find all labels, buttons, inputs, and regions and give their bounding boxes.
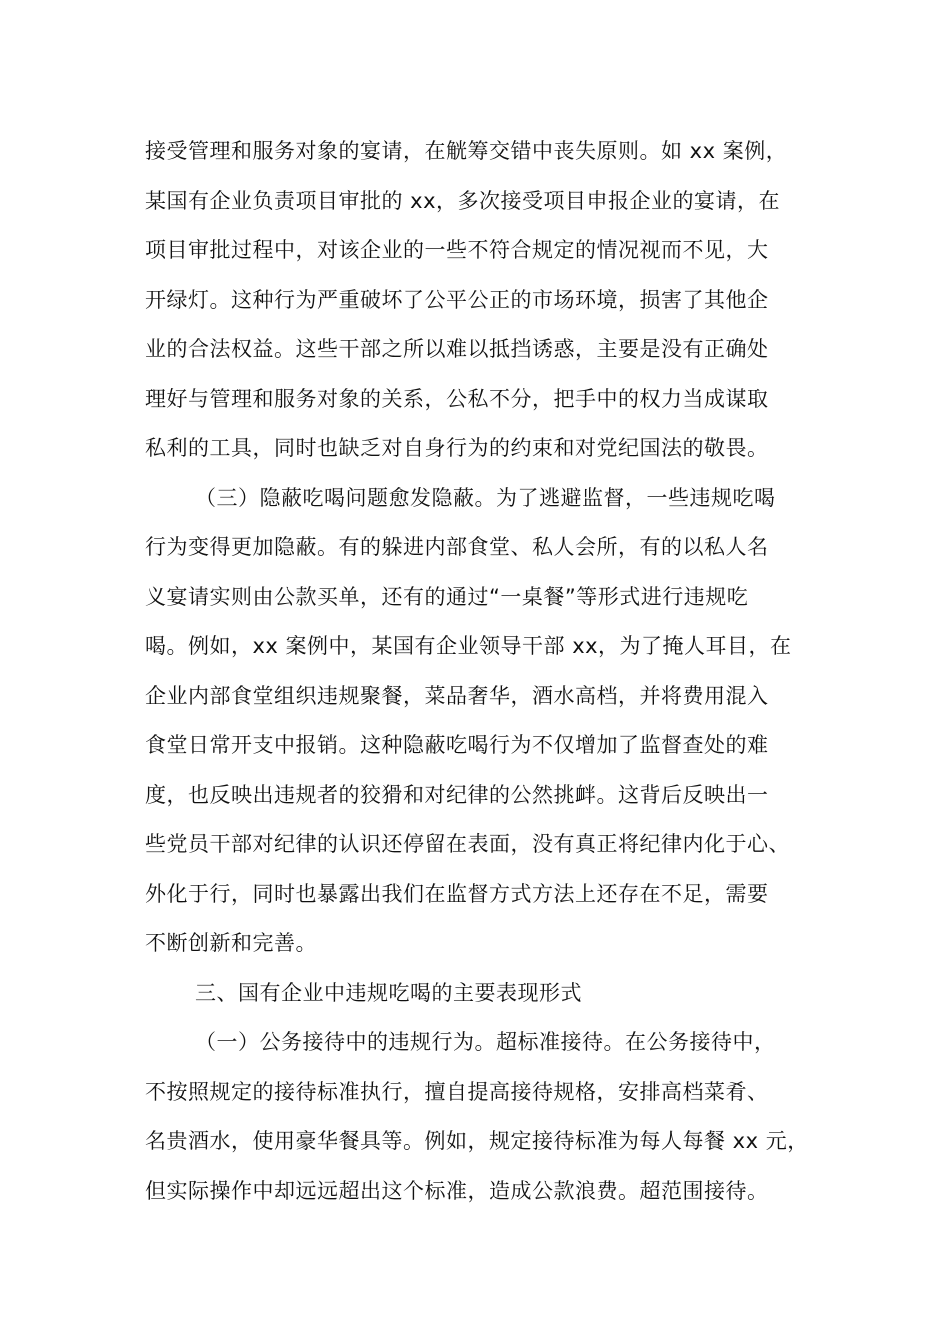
paragraph-start-line: （三）隐蔽吃喝问题愈发隐蔽。为了逃避监督，一些违规吃喝 [195, 485, 776, 510]
document-body [145, 127, 825, 1216]
text-line: 名贵酒水，使用豪华餐具等。例如，规定接待标准为每人每餐 xx 元， [145, 1129, 809, 1153]
section-heading: 三、国有企业中违规吃喝的主要表现形式 [195, 980, 582, 1005]
text-line: 开绿灯。这种行为严重破坏了公平公正的市场环境，损害了其他企 [145, 287, 769, 312]
text-line: 义宴请实则由公款买单，还有的通过“一桌餐”等形式进行违规吃 [145, 584, 749, 609]
text-line: 不按照规定的接待标准执行，擅自提高接待规格，安排高档菜肴、 [145, 1079, 769, 1104]
text-line: 某国有企业负责项目审批的 xx，多次接受项目申报企业的宴请，在 [145, 188, 781, 213]
text-line: 企业内部食堂组织违规聚餐，菜品奢华，酒水高档，并将费用混入 [145, 683, 769, 708]
text-line: 些党员干部对纪律的认识还停留在表面，没有真正将纪律内化于心、 [145, 832, 790, 856]
text-line: 食堂日常开支中报销。这种隐蔽吃喝行为不仅增加了监督查处的难 [145, 733, 769, 757]
text-line: 接受管理和服务对象的宴请，在觥筹交错中丧失原则。如 xx 案例， [145, 139, 788, 163]
text-line: 行为变得更加隐蔽。有的躲进内部食堂、私人会所，有的以私人名 [145, 535, 769, 559]
text-line: 业的合法权益。这些干部之所以难以抵挡诱惑，主要是没有正确处 [145, 337, 769, 361]
text-line: 私利的工具，同时也缺乏对自身行为的约束和对党纪国法的敬畏。 [145, 436, 769, 460]
text-line: 理好与管理和服务对象的关系，公私不分，把手中的权力当成谋取 [145, 386, 769, 411]
text-line: 外化于行，同时也暴露出我们在监督方式方法上还存在不足，需要 [145, 881, 769, 906]
text-line: 不断创新和完善。 [145, 931, 317, 955]
text-line: 度，也反映出违规者的狡猾和对纪律的公然挑衅。这背后反映出一 [145, 782, 769, 807]
text-line: 项目审批过程中，对该企业的一些不符合规定的情况视而不见，大 [145, 238, 769, 262]
text-line: 但实际操作中却远远超出这个标准，造成公款浪费。超范围接待。 [145, 1178, 769, 1203]
paragraph-start-line: （一）公务接待中的违规行为。超标准接待。在公务接待中， [195, 1030, 776, 1054]
text-line: 喝。例如，xx 案例中，某国有企业领导干部 xx，为了掩人耳目，在 [145, 634, 792, 658]
